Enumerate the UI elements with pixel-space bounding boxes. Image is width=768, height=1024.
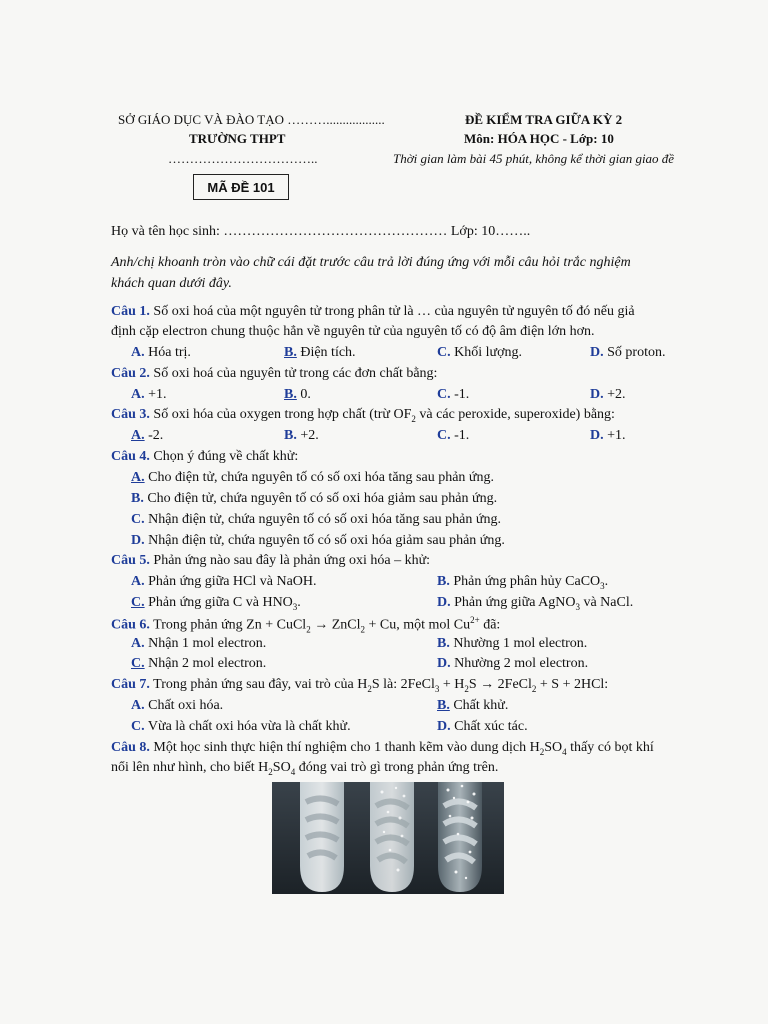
question-6 [111, 615, 500, 634]
q2-option-a[interactable] [131, 387, 167, 403]
option-text: Phản ứng giữa HCl và NaOH. [144, 574, 317, 589]
question-text: Một học sinh thực hiện thí nghiệm cho 1 thanh kẽm vào dung dịch H [149, 740, 540, 755]
option-key: A. [131, 387, 145, 402]
option-key: A. [131, 428, 145, 443]
school-dots: …………………………….. [168, 151, 318, 166]
question-text: + H [439, 677, 465, 692]
q4-option-a[interactable] [131, 470, 494, 486]
option-key: C. [437, 387, 451, 402]
option-key: D. [590, 345, 604, 360]
option-text: . [297, 595, 301, 610]
option-key: B. [284, 387, 297, 402]
q5-option-c[interactable] [131, 595, 301, 612]
q6-option-c[interactable] [131, 656, 266, 672]
option-key: D. [590, 387, 604, 402]
option-key: D. [437, 595, 451, 610]
option-text: và NaCl. [579, 595, 634, 610]
option-key: B. [437, 698, 450, 713]
option-text: Nhận điện tử, chứa nguyên tố có số oxi hóa giảm sau phản ứng. [144, 533, 505, 548]
option-key: B. [284, 428, 297, 443]
option-key: A. [131, 698, 145, 713]
instruction-line-2: khách quan dưới đây. [111, 276, 232, 291]
question-text: thấy có bọt khí [566, 740, 654, 755]
exam-code-box [193, 174, 289, 200]
option-key: B. [284, 345, 297, 360]
superscript: 2+ [470, 615, 480, 625]
subscript: 2 [411, 413, 416, 424]
question-text: Trong phản ứng sau đây, vai trò của H [149, 677, 368, 692]
question-5 [111, 553, 430, 569]
subscript: 2 [367, 683, 372, 694]
q7-option-d[interactable] [437, 719, 528, 735]
option-text: +1. [144, 387, 167, 402]
option-key: A. [131, 470, 145, 485]
option-text: Nhận 1 mol electron. [144, 636, 267, 651]
exam-title: ĐỀ KIỂM TRA GIỮA KỲ 2 [465, 112, 623, 127]
school-name: TRƯỜNG THPT [189, 131, 286, 146]
option-key: D. [437, 719, 451, 734]
option-key: B. [437, 574, 450, 589]
question-text: S là: 2FeCl [371, 677, 435, 692]
q1-option-b[interactable] [284, 345, 356, 361]
subscript: 4 [562, 746, 567, 757]
dept-name: SỞ GIÁO DỤC VÀ ĐÀO TẠO ……….................. [118, 112, 385, 127]
option-text: Nhường 1 mol electron. [449, 636, 588, 651]
option-key: A. [131, 345, 145, 360]
option-text: Chất oxi hóa. [144, 698, 224, 713]
q6-option-a[interactable] [131, 636, 266, 652]
option-key: D. [437, 656, 451, 671]
q3-option-d[interactable] [590, 428, 626, 444]
q5-option-b[interactable] [437, 574, 608, 591]
subscript: 3 [600, 580, 605, 591]
option-key: C. [437, 345, 451, 360]
option-key: B. [131, 491, 144, 506]
option-text: Chất xúc tác. [450, 719, 528, 734]
option-text: Vừa là chất oxi hóa vừa là chất khử. [144, 719, 351, 734]
option-text: +2. [603, 387, 626, 402]
q3-option-c[interactable] [437, 428, 469, 444]
option-key: B. [437, 636, 450, 651]
q7-option-a[interactable] [131, 698, 223, 714]
question-8 [111, 740, 654, 757]
instruction-line-1: Anh/chị khoanh tròn vào chữ cái đặt trước câu trả lời đúng ứng với mỗi câu hỏi trắc nghiệm [111, 255, 631, 270]
option-text: Phản ứng giữa C và HNO [144, 595, 293, 610]
question-label: Câu 5. [111, 553, 150, 568]
option-text: . [604, 574, 609, 589]
exam-code: MÃ ĐỀ 101 [207, 179, 275, 195]
option-key: A. [131, 574, 145, 589]
question-text: + S + 2HCl: [536, 677, 609, 692]
question-2 [111, 366, 437, 382]
option-text: -2. [144, 428, 164, 443]
question-text: Số oxi hoá của một nguyên tử trong phân tử là … của nguyên tử nguyên tố đó nếu giả [149, 304, 635, 319]
question-3 [111, 407, 615, 424]
question-7 [111, 677, 608, 694]
q5-option-a[interactable] [131, 574, 317, 590]
question-text: Trong phản ứng Zn + CuCl [149, 617, 307, 633]
question-label: Câu 2. [111, 366, 150, 381]
question-text: S → 2FeCl [468, 677, 532, 692]
question-text: + Cu, một mol Cu [364, 617, 471, 633]
option-key: C. [131, 656, 145, 671]
student-info-line: Họ và tên học sinh: ………………………………………… Lớp: 10…….. [111, 224, 531, 239]
option-text: Nhận 2 mol electron. [144, 656, 267, 671]
question-text: và các peroxide, superoxide) bằng: [415, 407, 615, 422]
exam-time: Thời gian làm bài 45 phút, không kể thời gian giao đề [393, 151, 675, 166]
q4-option-b[interactable] [131, 491, 497, 507]
q7-option-b[interactable] [437, 698, 508, 714]
option-text: -1. [450, 387, 470, 402]
option-text: +2. [296, 428, 319, 443]
option-text: Điện tích. [296, 345, 356, 360]
subscript: 3 [575, 601, 580, 612]
subscript: 2 [531, 683, 537, 694]
option-text: Chất khử. [449, 698, 509, 713]
question-8-line-2 [111, 760, 498, 777]
question-text: Phản ứng nào sau đây là phản ứng oxi hóa – khử: [149, 553, 431, 568]
option-text: Nhường 2 mol electron. [450, 656, 589, 671]
question-text: SO [544, 740, 563, 755]
option-key: C. [437, 428, 451, 443]
exam-subject: Môn: HÓA HỌC - Lớp: 10 [464, 131, 614, 146]
q4-option-c[interactable] [131, 512, 501, 528]
question-label: Câu 8. [111, 740, 150, 755]
option-text: Phản ứng giữa AgNO [450, 595, 576, 610]
subscript: 4 [290, 766, 296, 777]
option-key: D. [590, 428, 604, 443]
subscript: 3 [434, 683, 440, 694]
option-key: C. [131, 512, 145, 527]
question-label: Câu 7. [111, 677, 150, 692]
question-label: Câu 1. [111, 304, 150, 319]
question-1 [111, 304, 635, 320]
q4-option-d[interactable] [131, 533, 505, 549]
option-text: Số proton. [603, 345, 666, 360]
option-key: D. [131, 533, 145, 548]
question-text: SO [272, 760, 291, 775]
option-text: Hóa trị. [144, 345, 191, 360]
q6-option-d[interactable] [437, 656, 588, 672]
option-text: Phản ứng phân hủy CaCO [449, 574, 601, 589]
question-label: Câu 3. [111, 407, 150, 422]
option-text: Khối lượng. [450, 345, 523, 360]
option-text: -1. [450, 428, 470, 443]
q6-option-b[interactable] [437, 636, 587, 652]
option-text: Nhận điện tử, chứa nguyên tố có số oxi hóa tăng sau phản ứng. [144, 512, 501, 527]
q1-option-a[interactable] [131, 345, 191, 361]
question-text: Chọn ý đúng về chất khử: [149, 449, 299, 464]
subscript: 3 [292, 601, 298, 612]
q1-option-c[interactable] [437, 345, 522, 361]
question-label: Câu 6. [111, 617, 150, 633]
question-text: → ZnCl [310, 617, 361, 633]
q5-option-d[interactable] [437, 595, 633, 612]
q2-option-b[interactable] [284, 387, 311, 403]
question-label: Câu 4. [111, 449, 150, 464]
subscript: 2 [268, 766, 273, 777]
option-text: Cho điện tử, chứa nguyên tố có số oxi hóa tăng sau phản ứng. [144, 470, 494, 485]
question-4 [111, 449, 298, 465]
subscript: 2 [360, 624, 365, 635]
question-1-line-2: định cặp electron chung thuộc hẳn về nguyên tử của nguyên tố có độ âm điện lớn hơn. [111, 324, 595, 339]
test-tubes-photo [272, 782, 504, 894]
option-key: A. [131, 636, 145, 651]
q3-option-a[interactable] [131, 428, 163, 444]
question-text: đã: [479, 617, 501, 633]
q3-option-b[interactable] [284, 428, 319, 444]
q1-option-d[interactable] [590, 345, 665, 361]
q2-option-d[interactable] [590, 387, 626, 403]
question-text: nổi lên như hình, cho biết H [111, 760, 269, 775]
test-tubes-icon [272, 782, 504, 894]
option-key: C. [131, 719, 145, 734]
q7-option-c[interactable] [131, 719, 351, 735]
question-text: Số oxi hoá của nguyên tử trong các đơn chất bằng: [149, 366, 438, 381]
option-text: 0. [296, 387, 311, 402]
option-text: Cho điện tử, chứa nguyên tố có số oxi hóa giảm sau phản ứng. [143, 491, 498, 506]
subscript: 2 [539, 746, 545, 757]
option-key: C. [131, 595, 145, 610]
subscript: 2 [464, 683, 469, 694]
option-text: +1. [603, 428, 626, 443]
q2-option-c[interactable] [437, 387, 469, 403]
subscript: 2 [306, 624, 311, 635]
question-text: đóng vai trò gì trong phản ứng trên. [295, 760, 499, 775]
question-text: Số oxi hóa của oxygen trong hợp chất (trừ OF [149, 407, 412, 422]
